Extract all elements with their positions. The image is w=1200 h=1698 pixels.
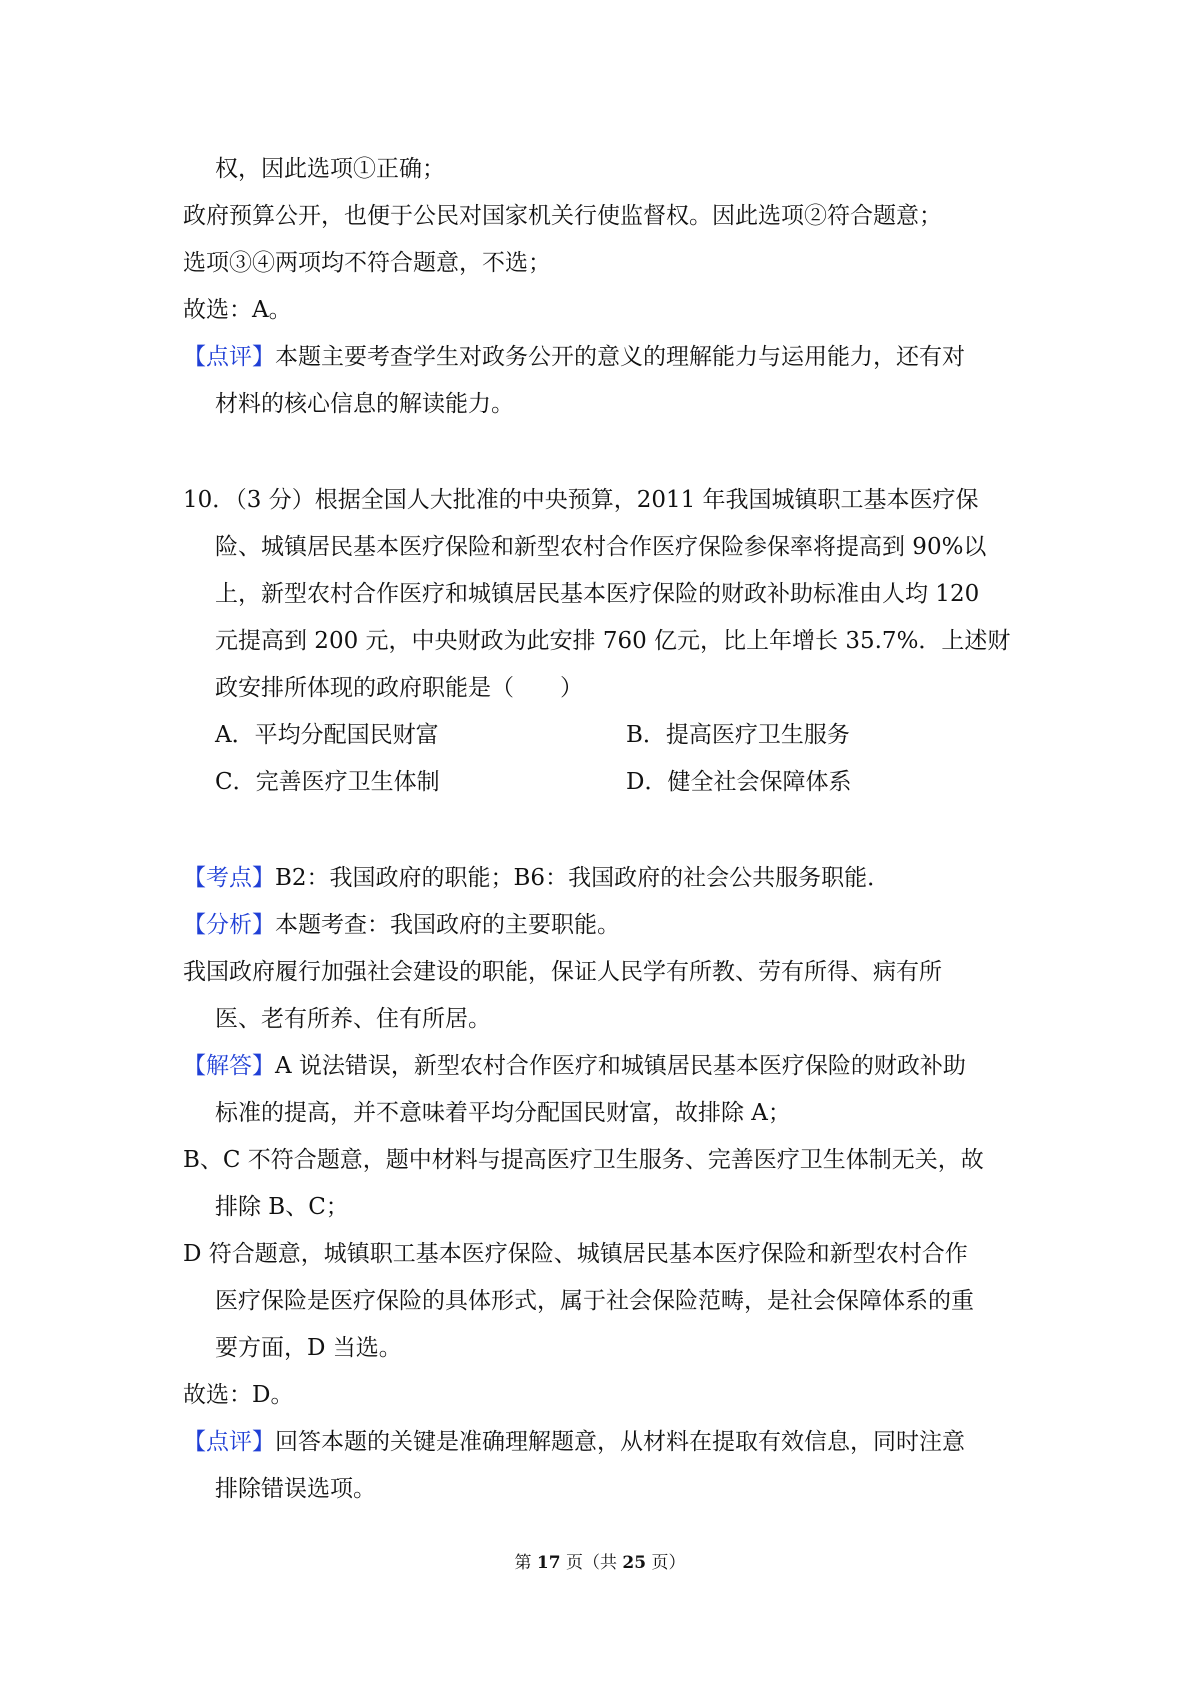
dianping	[183, 1427, 1033, 1457]
jieda-line: 医疗保险是医疗保险的具体形式，属于社会保险范畴，是社会保障体系的重	[215, 1288, 974, 1314]
jieda-line: 标准的提高，并不意味着平均分配国民财富，故排除 A；	[215, 1100, 791, 1126]
prev-text-line: 政府预算公开，也便于公民对国家机关行使监督权。因此选项②符合题意；	[183, 203, 942, 229]
question-stem-line: 上，新型农村合作医疗和城镇居民基本医疗保险的财政补助标准由人均 120	[215, 581, 980, 607]
page-footer	[0, 1552, 1200, 1574]
jieda	[183, 1051, 1033, 1081]
jieda-text: A 说法错误，新型农村合作医疗和城镇居民基本医疗保险的财政补助	[275, 1053, 966, 1079]
jieda-line: 要方面，D 当选。	[215, 1335, 402, 1361]
prev-text-line: 权，因此选项①正确；	[215, 156, 445, 182]
fenxi-tag: 【分析】	[183, 912, 275, 938]
jieda-tag: 【解答】	[183, 1053, 275, 1079]
dianping-line: 排除错误选项。	[215, 1476, 376, 1502]
jieda-line: B、C 不符合题意，题中材料与提高医疗卫生服务、完善医疗卫生体制无关，故	[183, 1147, 984, 1173]
jieda-line: D 符合题意，城镇职工基本医疗保险、城镇居民基本医疗保险和新型农村合作	[183, 1241, 968, 1267]
dianping-tag: 【点评】	[183, 1429, 275, 1455]
question-stem-line: 政安排所体现的政府职能是（ ）	[215, 675, 583, 701]
page-total: 25	[622, 1553, 647, 1573]
question-stem-line: 10．（3 分）根据全国人大批准的中央预算，2011 年我国城镇职工基本医疗保	[183, 487, 979, 513]
kaodian-text: B2：我国政府的职能；B6：我国政府的社会公共服务职能．	[275, 865, 891, 891]
dianping-text: 回答本题的关键是准确理解题意，从材料在提取有效信息，同时注意	[275, 1429, 965, 1455]
prev-text-line: 选项③④两项均不符合题意，不选；	[183, 250, 551, 276]
jieda-line: 排除 B、C；	[215, 1194, 349, 1220]
prev-review-line: 材料的核心信息的解读能力。	[215, 391, 514, 417]
fenxi-text: 本题考查：我国政府的主要职能。	[275, 912, 620, 938]
answer: 故选：D。	[183, 1382, 294, 1408]
fenxi-line: 医、老有所养、住有所居。	[215, 1006, 491, 1032]
page-number: 17	[536, 1553, 561, 1573]
kaodian-tag: 【考点】	[183, 865, 275, 891]
footer-prefix: 第	[514, 1553, 537, 1573]
kaodian	[183, 863, 1033, 893]
option-b: B．提高医疗卫生服务	[626, 722, 850, 748]
question-stem-line: 险、城镇居民基本医疗保险和新型农村合作医疗保险参保率将提高到 90%以	[215, 534, 987, 560]
option-c: C．完善医疗卫生体制	[215, 769, 440, 795]
review-tag: 【点评】	[183, 344, 275, 370]
option-d: D．健全社会保障体系	[626, 769, 852, 795]
footer-middle: 页（共	[560, 1553, 623, 1573]
footer-suffix: 页）	[646, 1553, 686, 1573]
review-text: 本题主要考查学生对政务公开的意义的理解能力与运用能力，还有对	[275, 344, 965, 370]
fenxi-line: 我国政府履行加强社会建设的职能，保证人民学有所教、劳有所得、病有所	[183, 959, 942, 985]
prev-review	[183, 342, 1033, 372]
option-a: A．平均分配国民财富	[215, 722, 439, 748]
prev-answer: 故选：A。	[183, 297, 292, 323]
fenxi	[183, 910, 1033, 940]
question-stem-line: 元提高到 200 元，中央财政为此安排 760 亿元，比上年增长 35.7%．上述财	[215, 628, 1011, 654]
